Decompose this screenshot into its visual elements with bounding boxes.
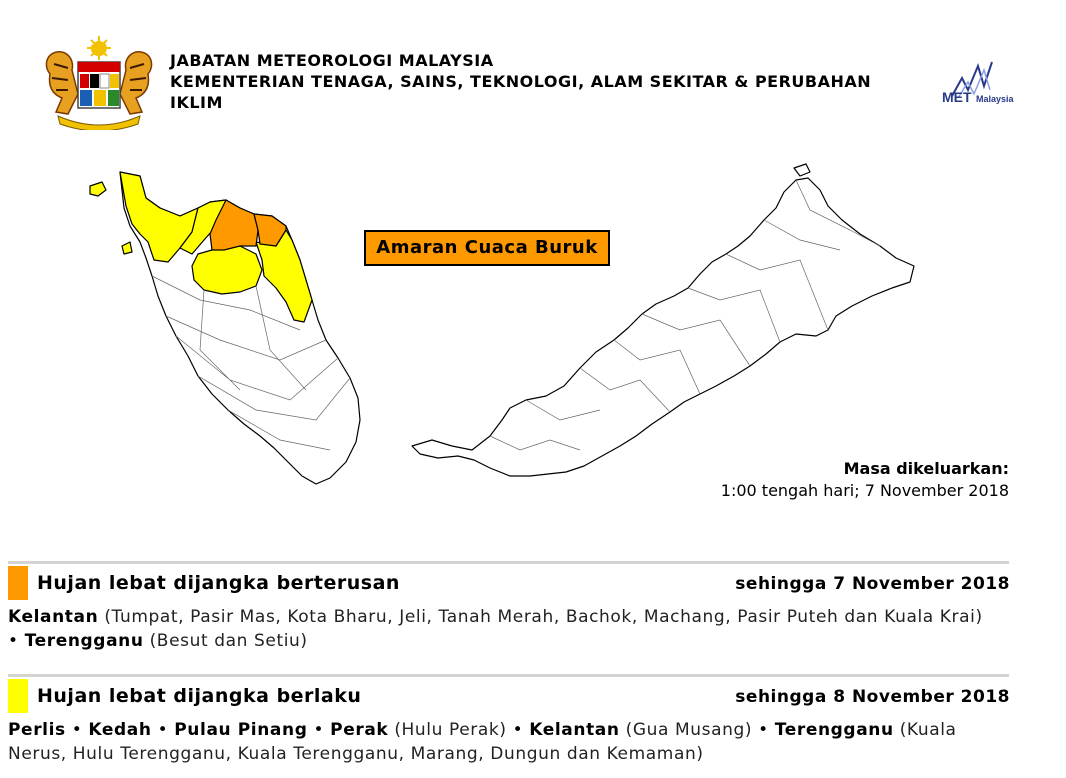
logo-text-met: MET — [942, 89, 972, 105]
penang-island — [122, 242, 132, 254]
agency-line-1: JABATAN METEOROLOGI MALAYSIA — [170, 51, 494, 70]
agency-line-2: KEMENTERIAN TENAGA, SAINS, TEKNOLOGI, ALAM SEKITAR & PERUBAHAN — [170, 72, 872, 91]
divider — [8, 561, 1009, 564]
divider — [8, 674, 1009, 677]
state-name: Perak — [330, 720, 389, 740]
warning-section-continuing — [8, 566, 1010, 653]
state-name: Kelantan — [8, 607, 99, 627]
state-name: Kedah — [88, 720, 152, 740]
state-name: Terengganu — [24, 631, 144, 651]
bullet-separator: • — [758, 720, 769, 740]
section-until-date: sehingga 7 November 2018 — [735, 574, 1010, 594]
agency-line-3: IKLIM — [170, 93, 223, 112]
affected-areas — [8, 718, 1010, 766]
district-list: (Gua Musang) — [625, 720, 753, 740]
affected-areas — [8, 605, 1010, 653]
issued-label: Masa dikeluarkan: — [843, 459, 1009, 478]
state-name: Terengganu — [774, 720, 894, 740]
labuan-island — [794, 164, 810, 176]
district-list: (Hulu Perak) — [394, 720, 507, 740]
bullet-separator: • — [8, 631, 19, 651]
section-title: Hujan lebat dijangka berlaku — [37, 685, 362, 707]
state-name: Pulau Pinang — [174, 720, 308, 740]
orange-level-swatch — [8, 566, 28, 600]
issued-time — [721, 458, 1009, 502]
district-list: (Kuala Nerus, Hulu Terengganu, Kuala Terengganu, Marang, Dungun dan Kemaman) — [8, 720, 957, 764]
bullet-separator: • — [512, 720, 524, 740]
met-malaysia-logo — [928, 56, 1038, 108]
langkawi-island — [90, 182, 106, 196]
district-list: (Tumpat, Pasir Mas, Kota Bharu, Jeli, Tanah Merah, Bachok, Machang, Pasir Puteh dan Kuala Krai) — [104, 607, 983, 627]
bullet-separator: • — [313, 720, 325, 740]
logo-text-country: Malaysia — [976, 94, 1014, 104]
east-malaysia — [412, 178, 914, 476]
district-list: (Besut dan Setiu) — [149, 631, 308, 651]
warning-title-box: Amaran Cuaca Buruk — [364, 230, 610, 266]
bullet-separator: • — [71, 720, 83, 740]
bullet-separator: • — [157, 720, 169, 740]
header — [0, 0, 1066, 140]
section-until-date: sehingga 8 November 2018 — [735, 687, 1010, 707]
state-name: Kelantan — [529, 720, 620, 740]
warning-section-expected — [8, 679, 1010, 766]
issued-value: 1:00 tengah hari; 7 November 2018 — [720, 481, 1009, 500]
state-name: Perlis — [8, 720, 66, 740]
gua-musang-yellow — [192, 246, 262, 294]
agency-name — [170, 50, 871, 113]
yellow-level-swatch — [8, 679, 28, 713]
coat-of-arms-icon — [38, 34, 160, 130]
section-title: Hujan lebat dijangka berterusan — [37, 572, 400, 594]
